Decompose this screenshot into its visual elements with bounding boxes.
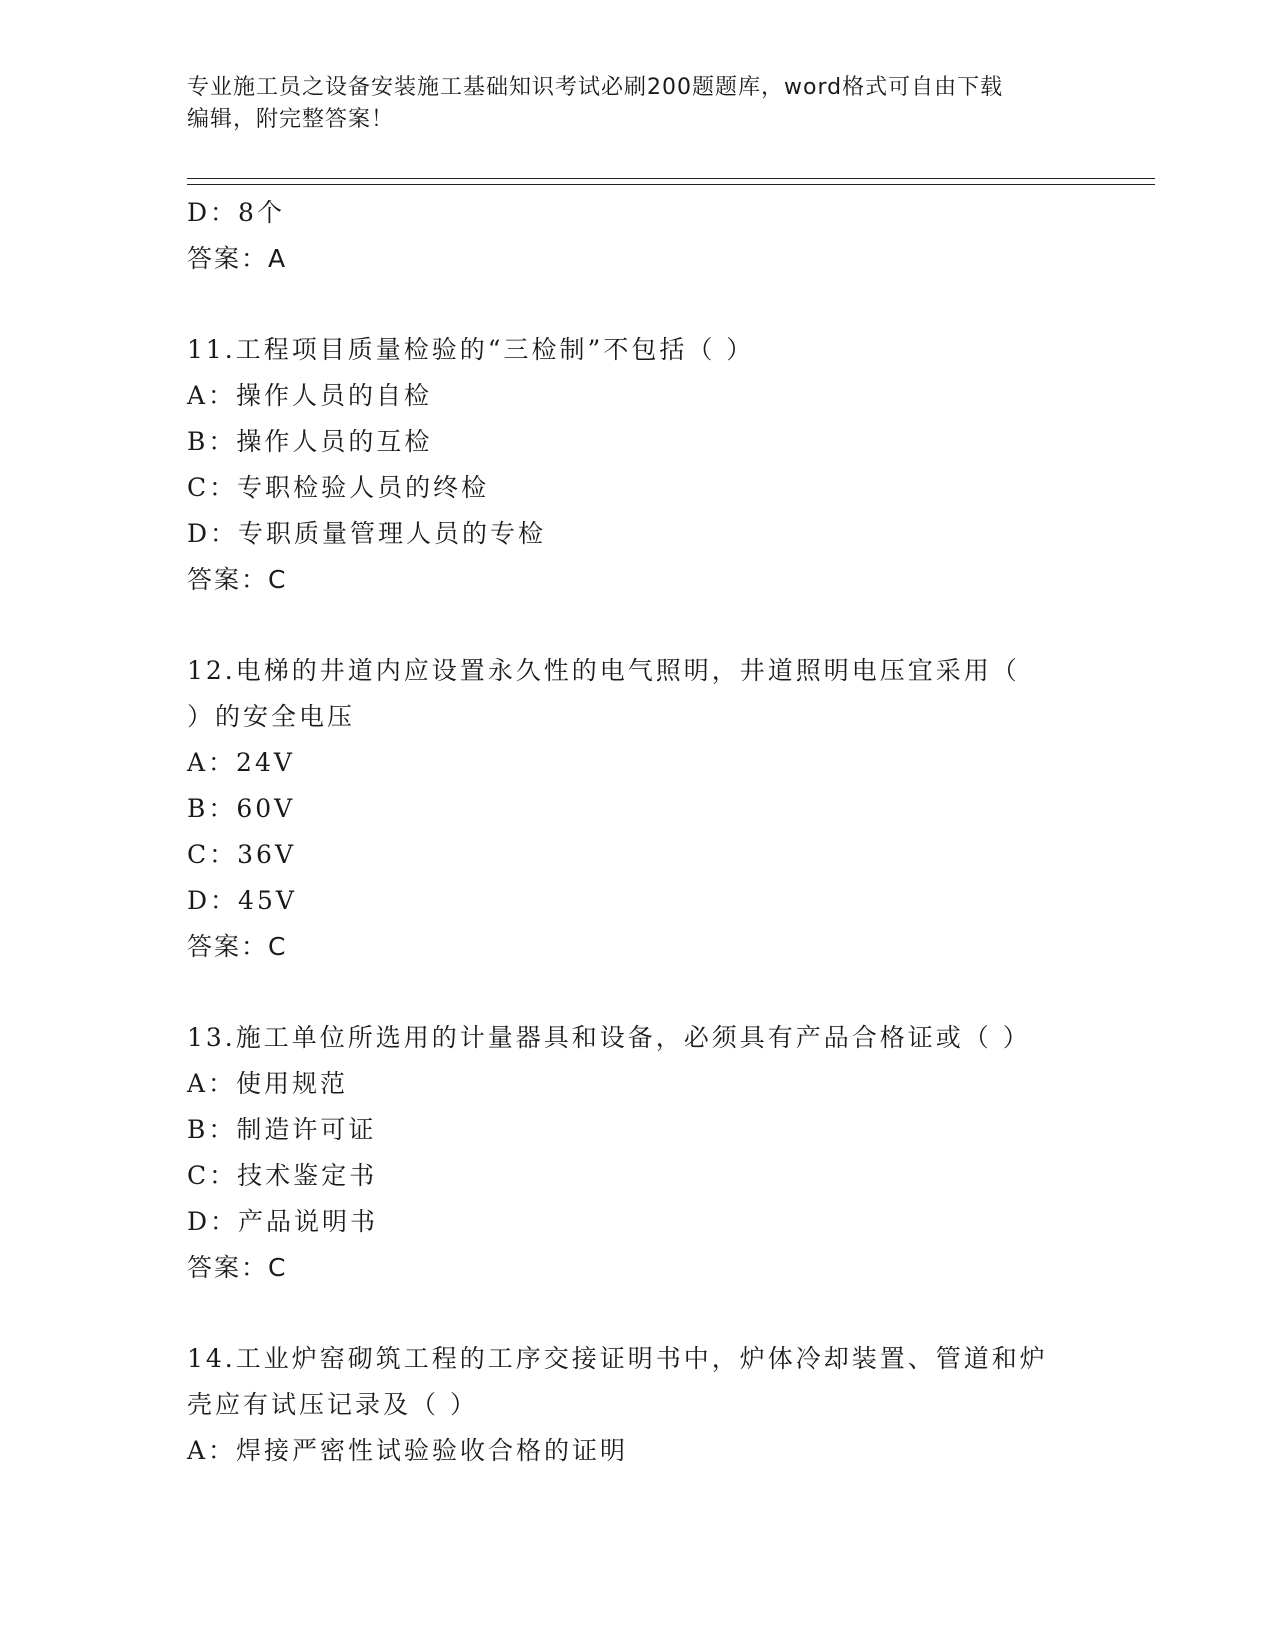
answer-line: 答案：C bbox=[187, 932, 288, 961]
option-d: D：专职质量管理人员的专检 bbox=[187, 519, 547, 548]
question-13 bbox=[187, 1015, 1087, 1291]
option-b: B：操作人员的互检 bbox=[187, 427, 433, 456]
option-d: D：8个 bbox=[187, 198, 285, 227]
header-title-line-2: 编辑，附完整答案！ bbox=[187, 107, 395, 132]
header-divider-top bbox=[187, 178, 1155, 179]
answer-line: 答案：C bbox=[187, 565, 288, 594]
header-divider-bottom bbox=[187, 184, 1155, 185]
spacer bbox=[187, 970, 1087, 1015]
option-a: A：24V bbox=[187, 748, 295, 777]
question-stem: 13.施工单位所选用的计量器具和设备，必须具有产品合格证或（ ） bbox=[187, 1023, 1031, 1052]
question-stem-continued: ）的安全电压 bbox=[187, 702, 356, 731]
option-a: A：焊接严密性试验验收合格的证明 bbox=[187, 1436, 629, 1465]
option-a: A：操作人员的自检 bbox=[187, 381, 433, 410]
spacer bbox=[187, 282, 1087, 327]
question-stem: 12.电梯的井道内应设置永久性的电气照明，井道照明电压宜采用（ bbox=[187, 656, 1020, 685]
document-header bbox=[187, 72, 1087, 136]
header-title-line-1: 专业施工员之设备安装施工基础知识考试必刷200题题库，word格式可自由下载 bbox=[187, 75, 1004, 100]
answer-line: 答案：A bbox=[187, 244, 288, 273]
option-c: C：技术鉴定书 bbox=[187, 1161, 378, 1190]
spacer bbox=[187, 603, 1087, 648]
question-11 bbox=[187, 327, 1087, 603]
option-d: D：45V bbox=[187, 886, 297, 915]
question-14 bbox=[187, 1336, 1087, 1474]
question-list bbox=[187, 190, 1087, 1474]
option-d: D：产品说明书 bbox=[187, 1207, 379, 1236]
question-stem: 11.工程项目质量检验的“三检制”不包括（ ） bbox=[187, 335, 755, 364]
question-stem-continued: 壳应有试压记录及（ ） bbox=[187, 1390, 478, 1419]
answer-line: 答案：C bbox=[187, 1253, 288, 1282]
option-c: C：专职检验人员的终检 bbox=[187, 473, 490, 502]
option-a: A：使用规范 bbox=[187, 1069, 349, 1098]
option-c: C：36V bbox=[187, 840, 296, 869]
option-b: B：制造许可证 bbox=[187, 1115, 377, 1144]
question-12 bbox=[187, 648, 1087, 970]
spacer bbox=[187, 1291, 1087, 1336]
option-b: B：60V bbox=[187, 794, 296, 823]
question-stem: 14.工业炉窑砌筑工程的工序交接证明书中，炉体冷却装置、管道和炉 bbox=[187, 1344, 1048, 1373]
